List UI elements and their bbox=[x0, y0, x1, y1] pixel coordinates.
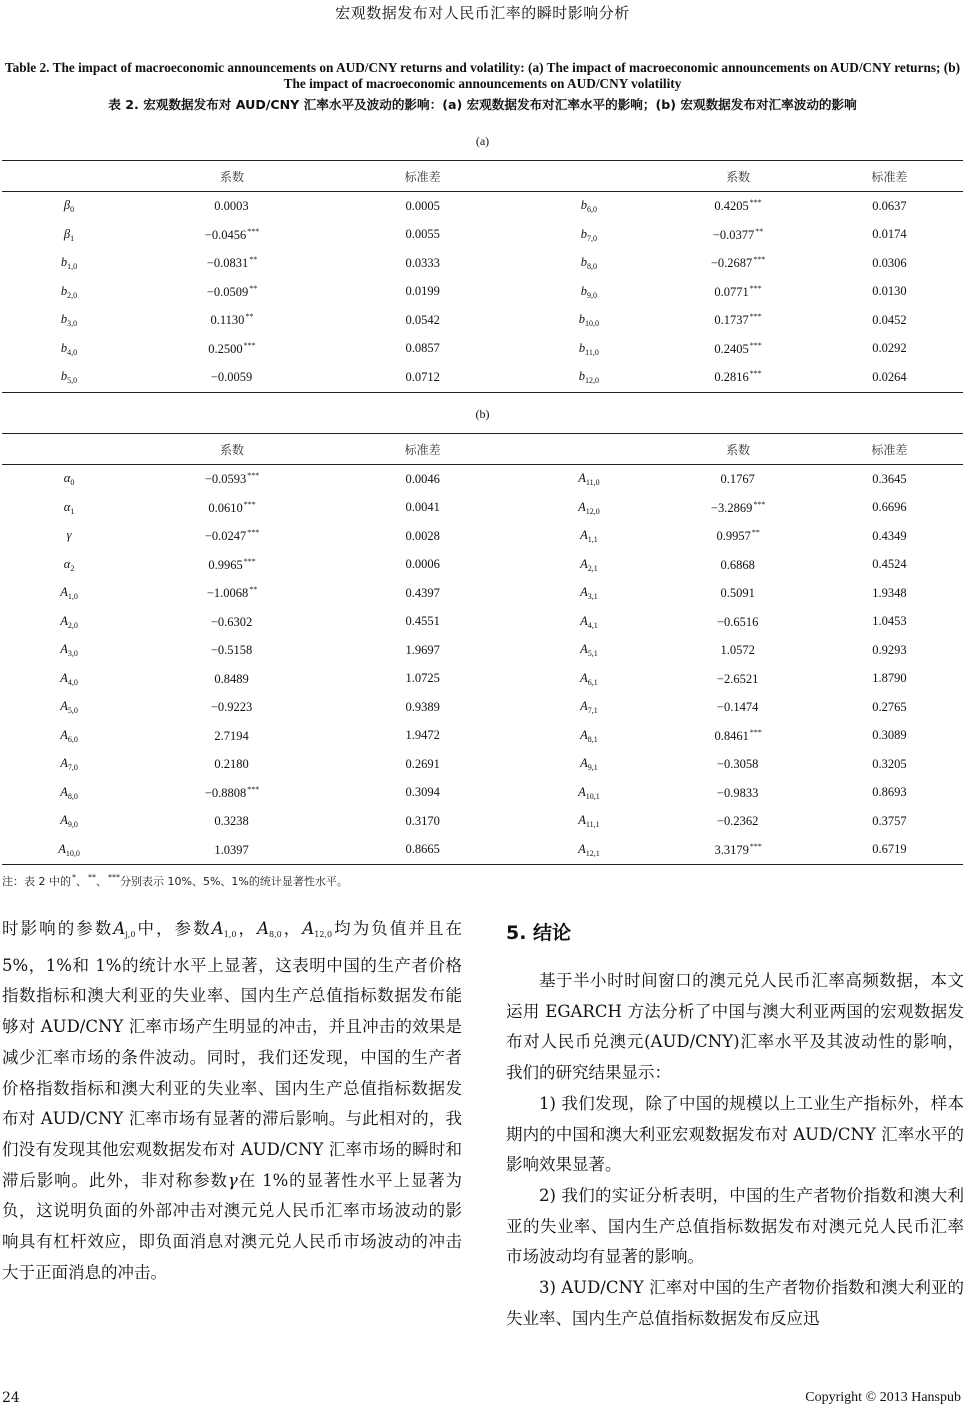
std-error-cell: 1.9697 bbox=[405, 642, 440, 657]
coefficient-cell: 0.2180 bbox=[214, 757, 249, 772]
col-se: 标准差 bbox=[328, 161, 518, 192]
param-symbol: $A_{5,1}$ bbox=[580, 642, 598, 659]
param-symbol: $b_{2,0}$ bbox=[60, 283, 78, 300]
std-error-cell: 0.6719 bbox=[816, 836, 963, 865]
std-error-cell: 0.3089 bbox=[872, 728, 907, 743]
std-error-cell: 0.9293 bbox=[872, 642, 907, 657]
table-row bbox=[2, 494, 963, 523]
param-symbol: $A_{1,0}$ bbox=[60, 585, 78, 602]
coefficient-cell: 2.7194 bbox=[214, 728, 249, 743]
conclusion-point-3: 3) AUD/CNY 汇率对中国的生产者物价指数和澳大利亚的失业率、国内生产总值指标数据发布反应迅 bbox=[506, 1278, 964, 1328]
std-error-cell: 0.6696 bbox=[872, 500, 907, 515]
table-row bbox=[2, 192, 963, 221]
std-error-cell: 0.3094 bbox=[405, 785, 440, 800]
param-symbol: $A_{9,0}$ bbox=[60, 813, 78, 830]
table-row bbox=[2, 278, 963, 307]
coefficient-cell: −3.2869*** bbox=[710, 499, 766, 515]
table-caption-zh: 表 2. 宏观数据发布对 AUD/CNY 汇率水平及波动的影响：(a) 宏观数据发布对汇率水平的影响；(b) 宏观数据发布对汇率波动的影响 bbox=[108, 97, 857, 112]
table-row bbox=[2, 221, 963, 250]
coefficient-cell: −0.6516 bbox=[716, 614, 759, 629]
param-symbol: $b_{11,0}$ bbox=[578, 340, 599, 357]
coefficient-cell: −0.1474 bbox=[716, 700, 759, 715]
significance-stars: ** bbox=[751, 528, 760, 538]
coefficient-cell: 0.1767 bbox=[720, 472, 755, 487]
significance-stars: *** bbox=[749, 340, 762, 350]
param-symbol: $A_{8,1}$ bbox=[580, 727, 598, 744]
coefficient-cell: 0.2816*** bbox=[660, 363, 815, 392]
table-row bbox=[2, 665, 963, 694]
std-error-cell: 0.0712 bbox=[328, 363, 518, 392]
running-header: 宏观数据发布对人民币汇率的瞬时影响分析 bbox=[335, 4, 630, 22]
significance-stars: ** bbox=[249, 255, 258, 265]
std-error-cell: 1.0725 bbox=[405, 671, 440, 686]
significance-stars: *** bbox=[749, 369, 762, 379]
std-error-cell: 1.8790 bbox=[872, 671, 907, 686]
page-number: 24 bbox=[2, 1390, 20, 1406]
param-symbol: γ bbox=[66, 528, 72, 543]
std-error-cell: 0.4524 bbox=[872, 557, 907, 572]
left-paragraph: 时影响的参数$A_{j,0}$中，参数$A_{1,0}$，$A_{8,0}$，$A_{12,0}$均为负值并且在 5%，1%和 1%的统计水平上显著，这表明中国的生产者价格指数指标和澳大利亚的失业率、国内生产总值指标数据发布能够对 AUD/CNY 汇率市场产生明显的冲击，并且冲击的效果是减少汇率市场的条件波动。同时，我们还发现，中国的生产者价格指数指标和澳大利亚的失业率、国内生产总值指标数据发布对 AUD/CNY 汇率市场有显著的滞后影响。与此相对的，我们没有发现其他宏观数据发布对 AUD/CNY 汇率市场的瞬时和滞后影响。此外，非对称参数γ在 1%的显著性水平上显著为负，这说明负面的外部冲击对澳元兑人民币汇率市场波动的影响具有杠杆效应，即负面消息对澳元兑人民币市场波动的冲击大于正面消息的冲击。 bbox=[2, 919, 463, 1282]
param-symbol: $A_{4,1}$ bbox=[580, 613, 598, 630]
coefficient-cell: −0.0059 bbox=[136, 363, 328, 392]
significance-stars: ** bbox=[245, 312, 254, 322]
significance-stars: *** bbox=[749, 312, 762, 322]
coefficient-cell: −0.5158 bbox=[210, 643, 253, 658]
param-symbol: $A_{3,0}$ bbox=[60, 642, 78, 659]
left-column bbox=[2, 914, 462, 1288]
significance-stars: ** bbox=[755, 226, 764, 236]
std-error-cell: 1.0453 bbox=[872, 614, 907, 629]
col-coef: 系数 bbox=[660, 434, 815, 465]
std-error-cell: 0.0199 bbox=[405, 284, 440, 299]
table-a-header bbox=[2, 161, 963, 192]
coefficient-cell: 0.0003 bbox=[214, 199, 249, 214]
coefficient-cell: 0.1130** bbox=[210, 312, 254, 328]
param-symbol: $\alpha_0$ bbox=[63, 471, 75, 488]
table-row bbox=[2, 335, 963, 364]
param-symbol: $b_{9,0}$ bbox=[580, 283, 597, 300]
table-row bbox=[2, 551, 963, 580]
std-error-cell: 0.0306 bbox=[872, 255, 907, 270]
significance-stars: *** bbox=[749, 727, 762, 737]
std-error-cell: 0.0264 bbox=[816, 363, 963, 392]
param-symbol: $A_{2,1}$ bbox=[580, 556, 598, 573]
std-error-cell: 0.8693 bbox=[872, 785, 907, 800]
coefficient-cell: 3.3179*** bbox=[660, 836, 815, 865]
std-error-cell: 1.9348 bbox=[872, 585, 907, 600]
coefficient-cell: −0.6302 bbox=[210, 614, 253, 629]
coefficient-cell: −0.0377** bbox=[712, 226, 764, 242]
significance-stars: *** bbox=[243, 556, 256, 566]
std-error-cell: 0.0637 bbox=[872, 198, 907, 213]
coefficient-cell: −0.3058 bbox=[716, 757, 759, 772]
table-row bbox=[2, 807, 963, 836]
param-symbol: $A_{8,0}$ bbox=[60, 784, 78, 801]
coefficient-cell: −0.9223 bbox=[210, 700, 253, 715]
std-error-cell: 0.0333 bbox=[405, 255, 440, 270]
conclusion-paragraph: 基于半小时时间窗口的澳元兑人民币汇率高频数据，本文运用 EGARCH 方法分析了中国与澳大利亚两国的宏观数据发布对人民币兑澳元(AUD/CNY)汇率水平及其波动性的影响，我们的研究结果显示： bbox=[506, 971, 964, 1083]
table-row bbox=[2, 722, 963, 751]
right-column bbox=[506, 914, 964, 1334]
table-row bbox=[2, 465, 963, 494]
std-error-cell: 0.9389 bbox=[405, 699, 440, 714]
param-symbol: $b_{8,0}$ bbox=[580, 255, 597, 272]
coefficient-cell: −0.8808*** bbox=[204, 784, 260, 800]
col-se: 标准差 bbox=[328, 434, 517, 465]
coefficient-cell: −0.0509** bbox=[206, 283, 258, 299]
coefficient-cell: −0.2362 bbox=[716, 814, 759, 829]
std-error-cell: 0.2691 bbox=[405, 756, 440, 771]
std-error-cell: 1.9472 bbox=[405, 728, 440, 743]
param-symbol: $A_{6,1}$ bbox=[580, 670, 598, 687]
std-error-cell: 0.3645 bbox=[872, 471, 907, 486]
significance-stars: *** bbox=[749, 283, 762, 293]
param-symbol: $A_{4,0}$ bbox=[60, 670, 78, 687]
table-row bbox=[2, 636, 963, 665]
std-error-cell: 0.4551 bbox=[405, 614, 440, 629]
param-symbol: $b_{3,0}$ bbox=[60, 312, 78, 329]
coefficient-cell: −0.0247*** bbox=[204, 528, 260, 544]
std-error-cell: 0.0174 bbox=[872, 227, 907, 242]
coefficient-cell: −2.6521 bbox=[716, 671, 759, 686]
significance-stars: *** bbox=[247, 784, 260, 794]
significance-stars: *** bbox=[243, 499, 256, 509]
col-se: 标准差 bbox=[816, 161, 963, 192]
significance-stars: *** bbox=[243, 340, 256, 350]
coefficient-cell: −0.0593*** bbox=[204, 471, 260, 487]
param-symbol: $A_{1,1}$ bbox=[580, 528, 598, 545]
std-error-cell: 0.0041 bbox=[405, 500, 440, 515]
param-symbol: $b_{6,0}$ bbox=[580, 198, 597, 215]
std-error-cell: 0.3170 bbox=[405, 813, 440, 828]
param-symbol: $A_{12,0}$ bbox=[578, 499, 600, 516]
significance-stars: *** bbox=[247, 226, 260, 236]
coefficient-cell: −0.9833 bbox=[716, 785, 759, 800]
table-row bbox=[2, 836, 963, 865]
panel-a-label: (a) bbox=[475, 134, 490, 148]
std-error-cell: 0.0130 bbox=[872, 284, 907, 299]
coefficient-cell: 1.0572 bbox=[720, 643, 755, 658]
std-error-cell: 0.0006 bbox=[405, 557, 440, 572]
panel-b-label: (b) bbox=[475, 407, 490, 421]
table-row bbox=[2, 249, 963, 278]
param-symbol: $A_{5,0}$ bbox=[60, 699, 78, 716]
coefficient-cell: 0.0771*** bbox=[714, 283, 762, 299]
std-error-cell: 0.0005 bbox=[405, 198, 440, 213]
coefficient-cell: 0.9957** bbox=[716, 528, 760, 544]
coefficient-cell: 0.8461*** bbox=[714, 727, 762, 743]
significance-stars: *** bbox=[247, 471, 260, 481]
param-symbol: $A_{2,0}$ bbox=[60, 613, 78, 630]
param-symbol: $\beta_1$ bbox=[63, 226, 75, 243]
table-b bbox=[2, 433, 963, 865]
param-symbol: $\alpha_1$ bbox=[63, 499, 75, 516]
coefficient-cell: −1.0068** bbox=[206, 585, 258, 601]
conclusion-point-1: 1) 我们发现，除了中国的规模以上工业生产指标外，样本期内的中国和澳大利亚宏观数据发布对 AUD/CNY 汇率水平的影响效果显著。 bbox=[506, 1093, 964, 1175]
col-coef: 系数 bbox=[136, 434, 328, 465]
std-error-cell: 0.0028 bbox=[405, 528, 440, 543]
table-row bbox=[2, 608, 963, 637]
table-note: 注：表 2 中的*、**、***分别表示 10%、5%、1%的统计显著性水平。 bbox=[2, 873, 348, 888]
coefficient-cell: 0.5091 bbox=[720, 586, 755, 601]
std-error-cell: 0.4349 bbox=[872, 528, 907, 543]
col-coef: 系数 bbox=[660, 161, 815, 192]
table-row bbox=[2, 579, 963, 608]
param-symbol: $A_{6,0}$ bbox=[60, 727, 78, 744]
param-symbol: $A_{7,0}$ bbox=[60, 756, 78, 773]
param-symbol: $A_{10,0}$ bbox=[2, 836, 136, 865]
coefficient-cell: 0.2405*** bbox=[714, 340, 762, 356]
std-error-cell: 0.3757 bbox=[872, 813, 907, 828]
col-coef: 系数 bbox=[136, 161, 328, 192]
param-symbol: $b_{7,0}$ bbox=[580, 226, 597, 243]
std-error-cell: 0.0857 bbox=[405, 341, 440, 356]
std-error-cell: 0.0542 bbox=[405, 312, 440, 327]
param-symbol: $b_{10,0}$ bbox=[578, 312, 599, 329]
significance-stars: *** bbox=[753, 255, 766, 265]
coefficient-cell: 0.4205*** bbox=[714, 198, 762, 214]
param-symbol: $A_{3,1}$ bbox=[580, 585, 598, 602]
col-se: 标准差 bbox=[816, 434, 963, 465]
coefficient-cell: 0.6868 bbox=[720, 557, 755, 572]
param-symbol: $\alpha_2$ bbox=[63, 556, 75, 573]
coefficient-cell: 0.8489 bbox=[214, 671, 249, 686]
param-symbol: $A_{7,1}$ bbox=[580, 699, 598, 716]
copyright: Copyright © 2013 Hanspub bbox=[805, 1390, 961, 1405]
significance-stars: *** bbox=[749, 198, 762, 208]
coefficient-cell: 0.0610*** bbox=[208, 499, 256, 515]
param-symbol: $b_{5,0}$ bbox=[2, 363, 136, 392]
coefficient-cell: 0.2500*** bbox=[208, 340, 256, 356]
significance-stars: *** bbox=[753, 499, 766, 509]
table-caption-en: Table 2. The impact of macroeconomic announcements on AUD/CNY returns and volatility: (a) The impact of macroeconomic announcements on AUD/CNY returns; (b) The impact of macroeconomic announcements on AUD/CNY volatility bbox=[4, 60, 961, 91]
table-row bbox=[2, 306, 963, 335]
section-title: 5. 结论 bbox=[506, 922, 572, 944]
table-a bbox=[2, 160, 963, 393]
param-symbol: $b_{1,0}$ bbox=[60, 255, 78, 272]
significance-stars: *** bbox=[749, 841, 762, 851]
param-symbol: $A_{11,1}$ bbox=[578, 813, 600, 830]
std-error-cell: 0.3205 bbox=[872, 756, 907, 771]
coefficient-cell: 1.0397 bbox=[136, 836, 328, 865]
table-row bbox=[2, 363, 963, 392]
table-row bbox=[2, 779, 963, 808]
coefficient-cell: −0.0831** bbox=[206, 255, 258, 271]
coefficient-cell: 0.9965*** bbox=[208, 556, 256, 572]
coefficient-cell: 0.3238 bbox=[214, 814, 249, 829]
coefficient-cell: −0.2687*** bbox=[710, 255, 766, 271]
param-symbol: $A_{11,0}$ bbox=[578, 471, 600, 488]
std-error-cell: 0.0292 bbox=[872, 341, 907, 356]
std-error-cell: 0.0046 bbox=[405, 471, 440, 486]
std-error-cell: 0.4397 bbox=[405, 585, 440, 600]
table-row bbox=[2, 693, 963, 722]
significance-stars: ** bbox=[249, 283, 258, 293]
param-symbol: $A_{10,1}$ bbox=[578, 784, 600, 801]
table-row bbox=[2, 750, 963, 779]
param-symbol: $\beta_0$ bbox=[63, 198, 75, 215]
table-row bbox=[2, 522, 963, 551]
significance-stars: *** bbox=[247, 528, 260, 538]
table-b-header bbox=[2, 434, 963, 465]
coefficient-cell: 0.1737*** bbox=[714, 312, 762, 328]
param-symbol: $A_{9,1}$ bbox=[580, 756, 598, 773]
param-symbol: $b_{4,0}$ bbox=[60, 340, 78, 357]
std-error-cell: 0.0055 bbox=[405, 227, 440, 242]
std-error-cell: 0.8665 bbox=[328, 836, 517, 865]
param-symbol: $b_{12,0}$ bbox=[517, 363, 660, 392]
conclusion-point-2: 2) 我们的实证分析表明，中国的生产者物价指数和澳大利亚的失业率、国内生产总值指标数据发布对澳元兑人民币汇率市场波动均有显著的影响。 bbox=[506, 1185, 964, 1267]
param-symbol: $A_{12,1}$ bbox=[517, 836, 660, 865]
std-error-cell: 0.0452 bbox=[872, 312, 907, 327]
coefficient-cell: −0.0456*** bbox=[204, 226, 260, 242]
significance-stars: ** bbox=[249, 585, 258, 595]
std-error-cell: 0.2765 bbox=[872, 699, 907, 714]
